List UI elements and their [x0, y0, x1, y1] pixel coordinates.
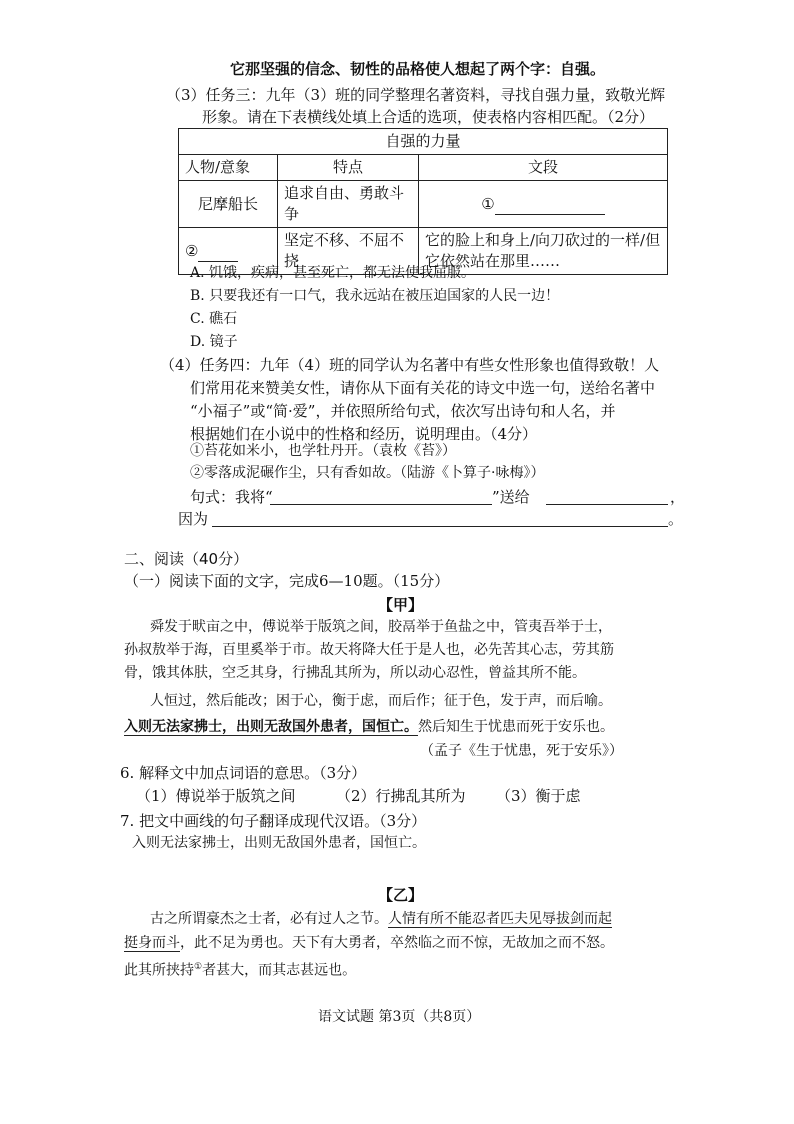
jia-p2-line1: 人恒过，然后能改；困于心，衡于虑，而后作；征于色，发于声，而后喻。: [150, 693, 612, 709]
q6-item-1: （1）傅说举于版筑之间: [136, 787, 296, 805]
blank-marker-1: ①: [481, 194, 495, 213]
sentence-prefix: 句式：我将“: [190, 488, 273, 506]
table-row2-col2: 坚定不移、不屈不挠: [278, 228, 419, 275]
strength-table: [178, 128, 668, 275]
task4-line1: （4）任务四：九年（4）班的同学认为名著中有些女性形象也值得致敬！人: [160, 356, 660, 374]
yi-line1-plain: 古之所谓豪杰之士者，必有过人之节。: [150, 911, 388, 927]
reason-period: 。: [668, 510, 684, 528]
yi-line3-rest: 者甚大，而其志甚远也。: [202, 962, 357, 979]
jia-p1-line1: 舜发于畎亩之中，傅说举于版筑之间，胶鬲举于鱼盐之中，管夷吾举于士，: [150, 619, 612, 635]
yi-title: 【乙】: [378, 886, 424, 904]
table-row1-col2: 追求自由、勇敢斗争: [278, 181, 419, 228]
jia-source: （孟子《生于忧患，死于安乐》）: [420, 743, 623, 759]
table-row1-col3[interactable]: [419, 181, 668, 228]
option-c: C. 礁石: [190, 311, 238, 327]
top-line: 它那坚强的信念、韧性的品格使人想起了两个字：自强。: [230, 60, 606, 78]
page-footer: 语文试题 第3页（共8页）: [318, 1009, 481, 1025]
yi-line3: [124, 956, 356, 982]
sentence-end: ，: [670, 488, 686, 506]
yi-line2-underlined: 挺身而斗: [124, 935, 180, 951]
yi-line2-rest: ，此不足为勇也。天下有大勇者，卒然临之而不惊，无故加之而不怒。: [180, 935, 614, 951]
q7-sentence: 入则无法家拂士，出则无敌国外患者，国恒亡。: [132, 835, 426, 851]
option-d: D. 镜子: [190, 334, 238, 350]
q7-stem: 7. 把文中画线的句子翻译成现代汉语。（3分）: [120, 812, 427, 830]
jia-title: 【甲】: [378, 596, 424, 614]
reason-answer-line[interactable]: [212, 526, 668, 527]
table-header-1: 人物/意象: [179, 155, 278, 181]
poem-answer-line[interactable]: [270, 504, 492, 505]
yi-footnote-mark: ①: [194, 962, 203, 972]
jia-p2-line2: [124, 716, 614, 738]
name-answer-line[interactable]: [546, 504, 668, 505]
task3-line1: （3）任务三：九年（3）班的同学整理名著资料，寻找自强力量，致敬光辉: [166, 86, 666, 104]
yi-line1: [150, 908, 612, 930]
task4-line4: 根据她们在小说中的性格和经历，说明理由。（4分）: [190, 425, 538, 443]
yi-line3-start: 此其所挟持: [124, 962, 194, 979]
q6-item-2: （2）行拂乱其所为: [336, 787, 466, 805]
sentence-mid: ”送给: [492, 488, 530, 506]
table-header-2: 特点: [278, 155, 419, 181]
table-row1-col1: 尼摩船长: [179, 181, 278, 228]
blank-marker-2: ②: [185, 241, 199, 260]
task3-line2: 形象。请在下表横线处填上合适的选项，使表格内容相匹配。（2分）: [202, 108, 655, 126]
reading-sub1: （一）阅读下面的文字，完成6—10题。（15分）: [124, 572, 450, 590]
poem-2: ②零落成泥碾作尘，只有香如故。（陆游《卜算子·咏梅》）: [190, 465, 545, 481]
because-label: 因为: [178, 510, 209, 528]
jia-p2-rest: 然后知生于忧患而死于安乐也。: [418, 719, 614, 735]
yi-line2: [124, 932, 614, 954]
option-a: A. 饥饿，疾病，甚至死亡，都无法使我屈服。: [190, 265, 476, 281]
task4-line2: 们常用花来赞美女性，请你从下面有关花的诗文中选一句，送给名著中: [190, 379, 656, 397]
blank-line-1[interactable]: [495, 214, 605, 215]
q6-item-3: （3）衡于虑: [496, 787, 581, 805]
jia-underlined-sentence: 入则无法家拂士，出则无敌国外患者，国恒亡。: [124, 719, 418, 735]
table-title: 自强的力量: [179, 129, 668, 155]
yi-line1-underlined: 人情有所不能忍者匹夫见辱拔剑而起: [388, 911, 612, 927]
jia-p1-line3: 骨，饿其体肤，空乏其身，行拂乱其所为，所以动心忍性，曾益其所不能。: [124, 665, 586, 681]
table-row2-col3: 它的脸上和身上/向刀砍过的一样/但它依然站在那里……: [419, 228, 668, 275]
option-b: B. 只要我还有一口气，我永远站在被压迫国家的人民一边！: [190, 288, 560, 304]
table-header-3: 文段: [419, 155, 668, 181]
reading-heading: 二、阅读（40分）: [124, 550, 249, 568]
q6-stem: 6. 解释文中加点词语的意思。（3分）: [120, 764, 367, 782]
task4-line3: “小福子”或“简·爱”，并依照所给句式，依次写出诗句和人名，并: [190, 402, 616, 420]
jia-p1-line2: 孙叔敖举于海，百里奚举于市。故天将降大任于是人也，必先苦其心志，劳其筋: [124, 642, 614, 658]
poem-1: ①苔花如米小，也学牡丹开。（袁枚《苔》）: [190, 443, 456, 459]
